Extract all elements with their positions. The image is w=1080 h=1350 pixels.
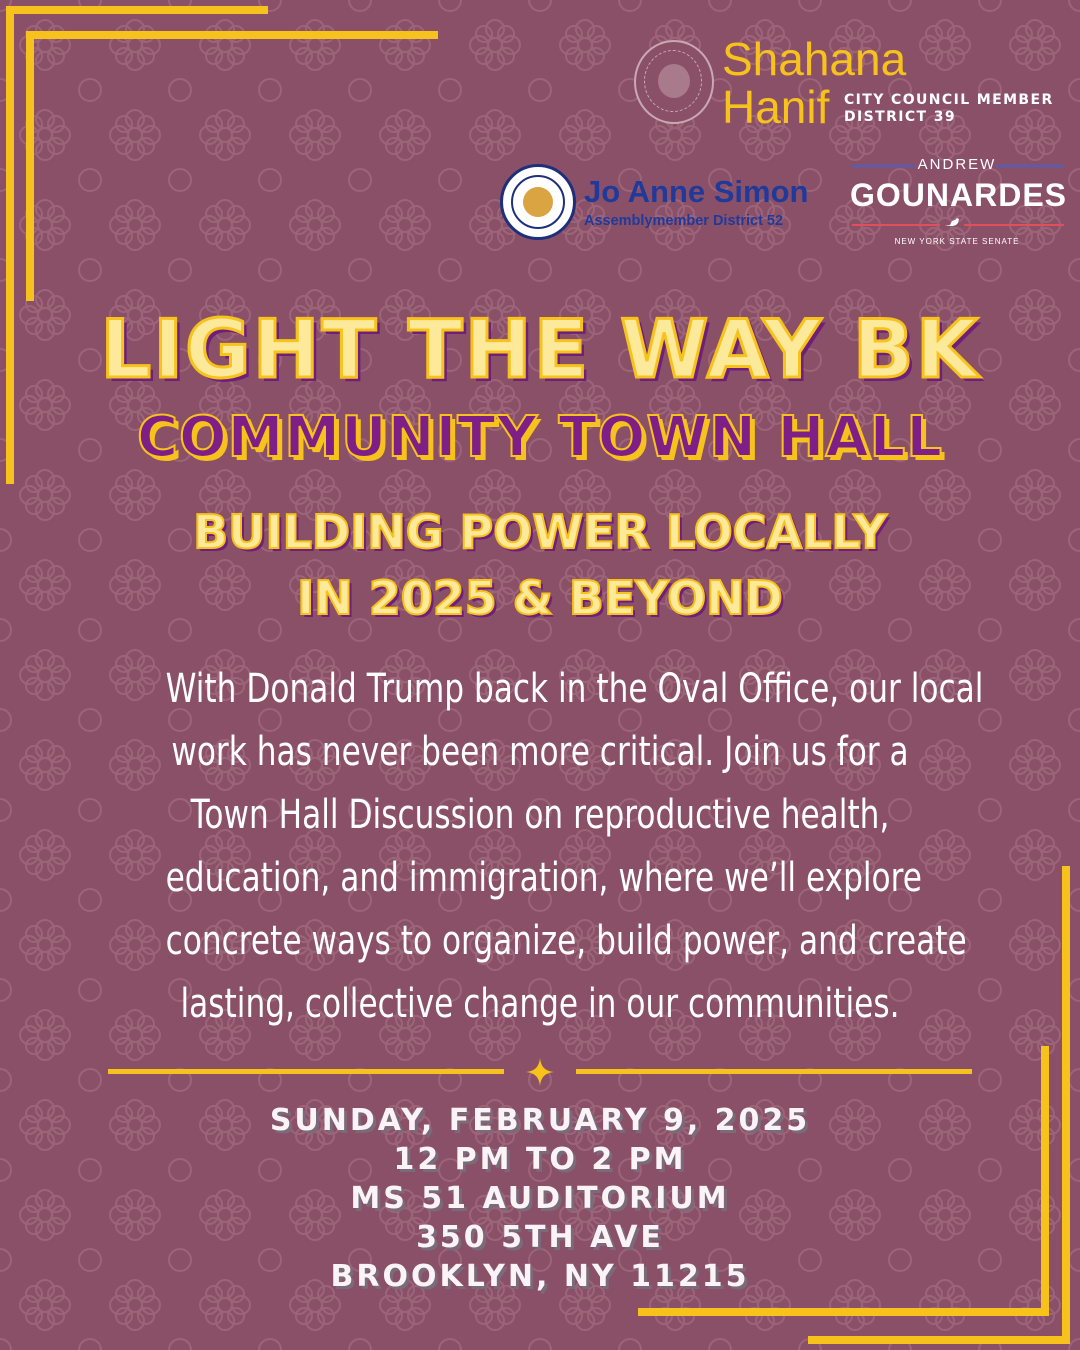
- event-city: BROOKLYN, NY 11215: [330, 1259, 750, 1294]
- ny-assembly-seal-icon: [500, 164, 576, 240]
- gounardes-last-name: GOUNARDES: [850, 177, 1068, 213]
- divider-line-left: [108, 1069, 504, 1074]
- headline-community-town-hall: COMMUNITY TOWN HALL: [136, 405, 944, 470]
- hanif-last-name: Hanif: [722, 81, 830, 133]
- frame-left-line-inner: [26, 31, 34, 301]
- simon-title: Assemblymember District 52: [584, 213, 784, 229]
- hanif-district: DISTRICT 39: [844, 109, 957, 125]
- frame-top-line-outer: [6, 6, 268, 14]
- description-line: concrete ways to organize, build power, and create: [165, 918, 967, 964]
- description-line: work has never been more critical. Join us for a: [171, 729, 909, 775]
- description-line: Town Hall Discussion on reproductive health,: [190, 792, 890, 838]
- description-line: education, and immigration, where we’ll explore: [165, 855, 922, 901]
- frame-bottom-line-outer: [808, 1336, 1070, 1344]
- nyc-city-seal-icon: [634, 40, 714, 124]
- gounardes-first-name: ANDREW: [917, 156, 997, 173]
- ny-state-outline-icon: [944, 217, 960, 227]
- description-line: lasting, collective change in our communities.: [180, 981, 900, 1027]
- event-street: 350 5TH AVE: [416, 1220, 664, 1255]
- divider-line-right: [576, 1069, 972, 1074]
- event-description: [60, 658, 1020, 1036]
- hanif-role: CITY COUNCIL MEMBER: [844, 92, 1054, 108]
- event-time: 12 PM TO 2 PM: [393, 1142, 687, 1177]
- gounardes-org: NEW YORK STATE SENATE: [894, 237, 1020, 246]
- gounardes-bottom-line-left: [852, 224, 940, 226]
- sparkle-icon: [526, 1058, 554, 1086]
- gounardes-bottom-line-right: [964, 224, 1064, 226]
- description-line: With Donald Trump back in the Oval Office, our local: [165, 666, 984, 712]
- frame-bottom-line-inner: [638, 1308, 1049, 1316]
- event-venue: MS 51 AUDITORIUM: [350, 1181, 730, 1216]
- simon-name: Jo Anne Simon: [584, 174, 809, 209]
- subheadline-line-1: BUILDING POWER LOCALLY: [193, 505, 887, 559]
- hanif-first-name: Shahana: [722, 33, 907, 85]
- frame-top-line-inner: [26, 31, 438, 39]
- event-date: SUNDAY, FEBRUARY 9, 2025: [269, 1103, 811, 1138]
- subheadline-line-2: IN 2025 & BEYOND: [297, 571, 783, 625]
- headline-light-the-way: LIGHT THE WAY BK: [100, 303, 980, 396]
